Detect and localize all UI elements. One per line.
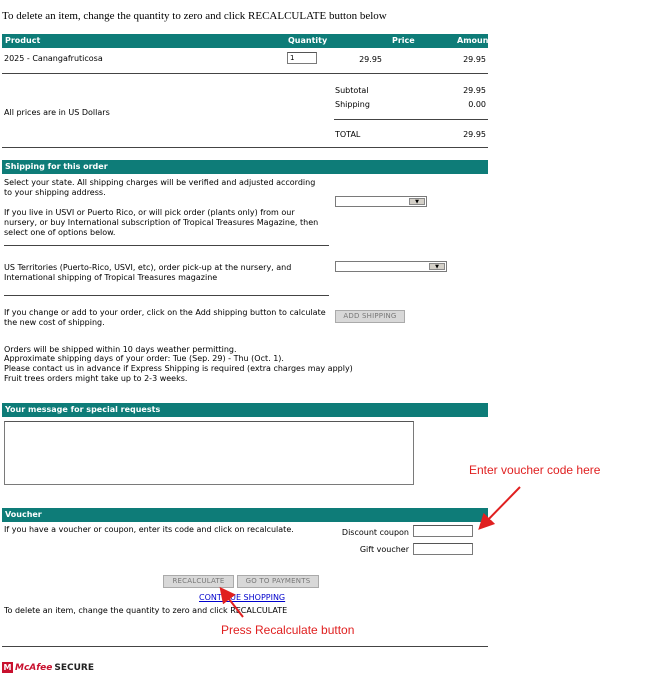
top-instructions: To delete an item, change the quantity to zero and click RECALCULATE button below (2, 10, 387, 22)
shipping-value: 0.00 (468, 100, 486, 109)
continue-shopping-link[interactable]: CONTINUE SHOPPING (199, 593, 286, 602)
voucher-hint-annotation: Enter voucher code here (469, 463, 601, 477)
arrow-icon (222, 590, 243, 617)
mcafee-badge (2, 661, 94, 674)
voucher-header: Voucher (2, 508, 488, 522)
total-label: TOTAL (335, 130, 361, 139)
shipping-other-text: If you live in USVI or Puerto Rico, or will pick order (plants only) from our nursery, or buy International subscription of Tropical Treasures Magazine, then select one of options below. (4, 208, 319, 237)
badge-brand: McAfee (15, 662, 53, 673)
total-value: 29.95 (463, 130, 486, 139)
col-product: Product (5, 36, 41, 45)
subtotal-label: Subtotal (335, 86, 369, 95)
go-to-payments-button[interactable]: GO TO PAYMENTS (237, 575, 319, 588)
shipping-state-text: Select your state. All shipping charges will be verified and adjusted according to your shipping address. (4, 178, 316, 197)
chevron-down-icon: ▼ (429, 263, 445, 270)
prices-note: All prices are in US Dollars (4, 108, 110, 117)
recalc-hint-annotation: Press Recalculate button (221, 623, 355, 637)
voucher-text: If you have a voucher or coupon, enter its code and click on recalculate. (4, 525, 294, 534)
shield-icon: M (3, 663, 12, 672)
badge-word: SECURE (54, 662, 95, 673)
shipping-note: Fruit trees orders might take up to 2-3 weeks. (4, 374, 188, 383)
col-amount: Amount (457, 36, 493, 45)
shipping-note: Please contact us in advance if Express Shipping is required (extra charges may apply) (4, 364, 353, 373)
territories-text: US Territories (Puerto-Rico, USVI, etc), order pick-up at the nursery, and International shipping of Tropical Treasures magazine (4, 263, 292, 282)
shipping-note: Orders will be shipped within 10 days weather permitting. (4, 345, 237, 354)
message-header: Your message for special requests (2, 403, 488, 417)
subtotal-value: 29.95 (463, 86, 486, 95)
arrow-icon (481, 487, 520, 527)
col-quantity: Quantity (288, 36, 328, 45)
chevron-down-icon: ▼ (409, 198, 425, 205)
item-product: 2025 - Canangafruticosa (4, 54, 103, 63)
col-price: Price (392, 36, 415, 45)
recalculate-button[interactable]: RECALCULATE (163, 575, 234, 588)
gift-voucher-label: Gift voucher (359, 545, 409, 554)
add-shipping-button[interactable]: ADD SHIPPING (335, 310, 405, 323)
change-order-text: If you change or add to your order, click on the Add shipping button to calculate the new cost of shipping. (4, 308, 326, 327)
item-price: 29.95 (359, 55, 382, 64)
shipping-note: Approximate shipping days of your order: Tue (Sep. 29) - Thu (Oct. 1). (4, 354, 284, 363)
discount-coupon-label: Discount coupon (341, 528, 409, 537)
shipping-header: Shipping for this order (2, 160, 488, 174)
bottom-instructions: To delete an item, change the quantity to zero and click RECALCULATE (4, 606, 288, 615)
item-amount: 29.95 (463, 55, 486, 64)
shipping-label: Shipping (335, 100, 370, 109)
